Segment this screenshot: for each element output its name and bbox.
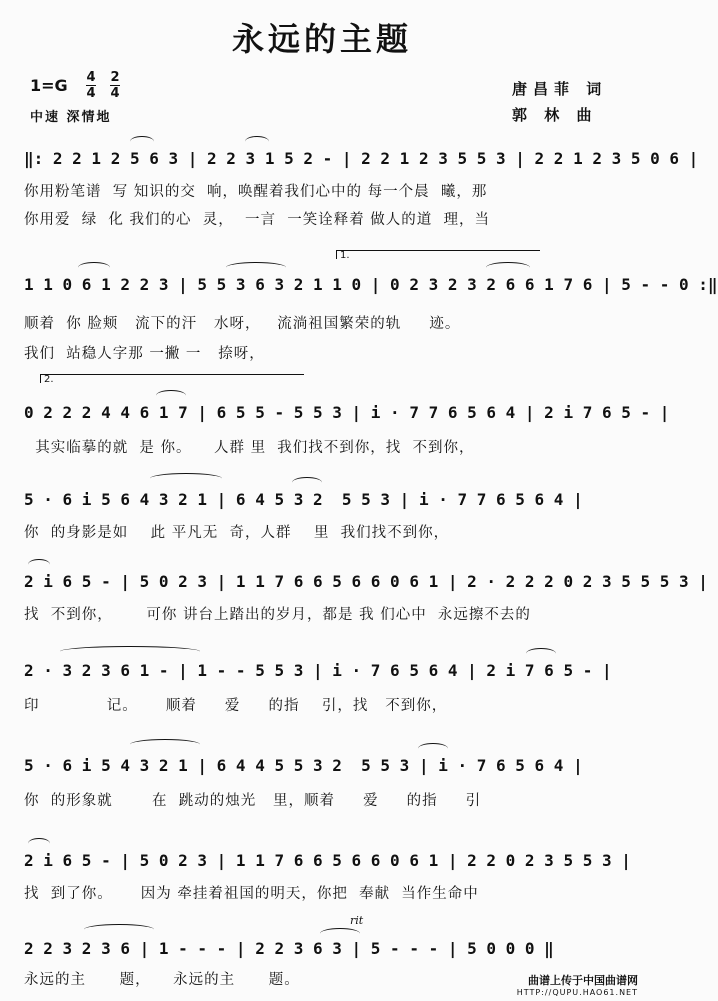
lyric-line: 找 到了你。 因为 牵挂着祖国的明天，你把 奉献 当作生命中 [24, 886, 479, 902]
lyric-verse-1: 顺着 你 脸颊 流下的汗 水呀， 流淌祖国繁荣的轨 迹。 [24, 316, 461, 332]
song-title: 永远的主题 [231, 20, 412, 58]
slur-mark [60, 646, 200, 657]
lyric-verse-2: 你用爱 绿 化 我们的心 灵， 一言 一笑诠释着 做人的道 理，当 [24, 212, 491, 228]
lyric-line: 印 记。 顺着 爱 的指 引，找 不到你， [24, 698, 448, 714]
notes-line: 5 · 6 i 5 4 3 2 1 | 6 4 4 5 5 3 2 5 5 3 | i · 7 6 5 6 4 | [24, 755, 583, 775]
lyric-line: 找 不到你， 可你 讲台上踏出的岁月，都是 我 们心中 永远擦不去的 [24, 607, 531, 623]
notes-line: 2 i 6 5 - | 5 0 2 3 | 1 1 7 6 6 5 6 6 0 6 1 | 2 · 2 2 2 0 2 3 5 5 5 3 | [24, 571, 708, 591]
second-ending: 2. [40, 374, 304, 383]
lyricist-credit: 唐昌菲 词 [512, 80, 608, 98]
slur-mark [150, 473, 222, 484]
lyric-line: 其实临摹的就 是 你。 人群 里 我们找不到你，找 不到你， [24, 440, 475, 456]
first-ending: 1. [336, 250, 540, 259]
meter-4-4: 4 4 [86, 70, 96, 101]
notes-line: 0 2 2 2 4 4 6 1 7 | 6 5 5 - 5 5 3 | i · 7 7 6 5 6 4 | 2 i 7 6 5 - | [24, 402, 670, 422]
lyric-verse-2: 我们 站稳人字那 一撇 一 捺呀， [24, 346, 265, 362]
composer-credit: 郭 林 曲 [512, 106, 598, 124]
key-signature: 1=G [30, 76, 68, 95]
tempo-marking: 中速 深情地 [30, 110, 112, 125]
notes-line: 5 · 6 i 5 6 4 3 2 1 | 6 4 5 3 2 5 5 3 | i · 7 7 6 5 6 4 | [24, 489, 583, 509]
slur-mark [84, 924, 154, 935]
watermark-text: 曲谱上传于中国曲谱网 [528, 974, 638, 987]
lyric-line: 你 的身影是如 此 平凡无 奇，人群 里 我们找不到你， [24, 525, 450, 541]
notes-line: 2 i 6 5 - | 5 0 2 3 | 1 1 7 6 6 5 6 6 0 6 1 | 2 2 0 2 3 5 5 3 | [24, 850, 631, 870]
watermark [517, 975, 638, 999]
notes-line: 1 1 0 6 1 2 2 3 | 5 5 3 6 3 2 1 1 0 | 0 2 3 2 3 2 6 6 1 7 6 | 5 - - 0 :‖ [24, 274, 718, 294]
lyric-line: 永远的主 题， 永远的主 题。 [24, 972, 300, 988]
lyric-verse-1: 你用粉笔谱 写 知识的交 响，唤醒着我们心中的 每一个晨 曦，那 [24, 184, 488, 200]
slur-mark [130, 739, 200, 750]
ritardando-marking: rit [350, 914, 364, 927]
meter-2-4: 2 4 [110, 70, 120, 101]
lyric-line: 你 的形象就 在 跳动的烛光 里，顺着 爱 的指 引 [24, 793, 482, 809]
notes-line: ‖: 2 2 1 2 5 6 3 | 2 2 3 1 5 2 - | 2 2 1 2 3 5 5 3 | 2 2 1 2 3 5 0 6 | [24, 148, 699, 168]
notes-line: 2 2 3 2 3 6 | 1 - - - | 2 2 3 6 3 | 5 - - - | 5 0 0 0 ‖ [24, 938, 554, 958]
notes-line: 2 · 3 2 3 6 1 - | 1 - - 5 5 3 | i · 7 6 5 6 4 | 2 i 7 6 5 - | [24, 660, 612, 680]
watermark-url: HTTP://QUPU.HAO61.NET [516, 988, 638, 997]
